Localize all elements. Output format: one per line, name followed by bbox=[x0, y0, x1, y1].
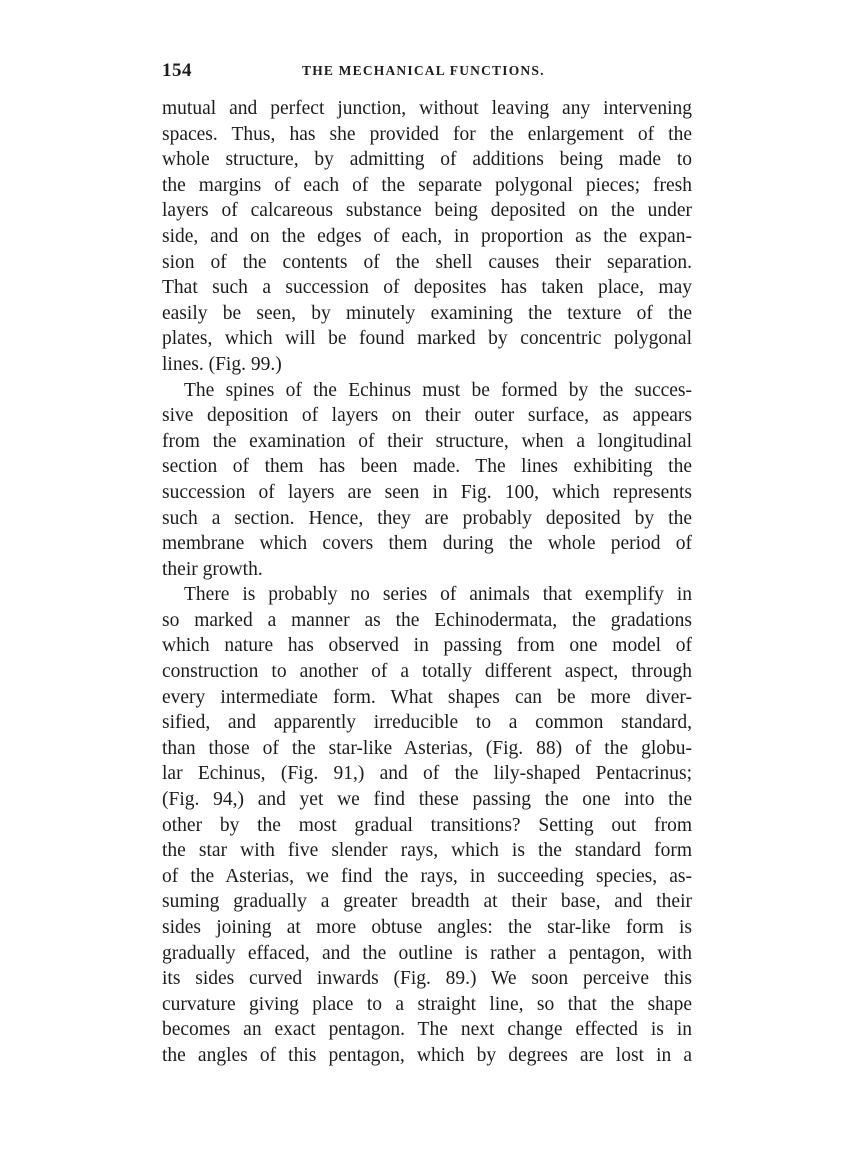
paragraph-3 bbox=[162, 582, 692, 1068]
text-line: sive deposition of layers on their outer surface, as appears bbox=[162, 405, 692, 427]
text-line: That such a succession of deposites has taken place, may bbox=[162, 277, 692, 299]
body-text bbox=[162, 96, 692, 1069]
text-line: becomes an exact pentagon. The next change effected is in bbox=[162, 1019, 692, 1041]
text-line: the angles of this pentagon, which by degrees are lost in a bbox=[162, 1044, 692, 1066]
text-line: the margins of each of the separate polygonal pieces; fresh bbox=[162, 174, 692, 196]
text-line: such a section. Hence, they are probably deposited by the bbox=[162, 507, 692, 529]
text-line: lines. (Fig. 99.) bbox=[162, 353, 282, 375]
text-line: whole structure, by admitting of additions being made to bbox=[162, 149, 692, 171]
text-line: construction to another of a totally different aspect, through bbox=[162, 661, 692, 683]
text-line: (Fig. 94,) and yet we find these passing the one into the bbox=[162, 789, 692, 811]
text-line: curvature giving place to a straight line, so that the shape bbox=[162, 993, 692, 1015]
text-line: other by the most gradual transitions? Setting out from bbox=[162, 814, 692, 836]
text-line: from the examination of their structure, when a longitudinal bbox=[162, 430, 692, 452]
text-line: lar Echinus, (Fig. 91,) and of the lily-shaped Pentacrinus; bbox=[162, 763, 692, 785]
text-line: membrane which covers them during the whole period of bbox=[162, 533, 692, 555]
text-line: section of them has been made. The lines exhibiting the bbox=[162, 456, 692, 478]
text-line: side, and on the edges of each, in proportion as the expan- bbox=[162, 225, 692, 247]
page-number: 154 bbox=[162, 60, 192, 81]
text-line: every intermediate form. What shapes can be more diver- bbox=[162, 686, 692, 708]
text-line: their growth. bbox=[162, 558, 263, 580]
text-line: layers of calcareous substance being deposited on the under bbox=[162, 200, 692, 222]
text-line: which nature has observed in passing from one model of bbox=[162, 635, 692, 657]
text-line: its sides curved inwards (Fig. 89.) We soon perceive this bbox=[162, 968, 692, 990]
text-line: gradually effaced, and the outline is rather a pentagon, with bbox=[162, 942, 692, 964]
text-line: plates, which will be found marked by concentric polygonal bbox=[162, 328, 692, 350]
paragraph-1 bbox=[162, 96, 692, 378]
text-line: The spines of the Echinus must be formed by the succes- bbox=[184, 379, 692, 401]
running-head: THE MECHANICAL FUNCTIONS. bbox=[302, 63, 545, 78]
text-line: sified, and apparently irreducible to a common standard, bbox=[162, 712, 692, 734]
text-line: so marked a manner as the Echinodermata, the gradations bbox=[162, 609, 692, 631]
text-line: spaces. Thus, has she provided for the enlargement of the bbox=[162, 123, 692, 145]
text-line: than those of the star-like Asterias, (Fig. 88) of the globu- bbox=[162, 737, 692, 759]
page-header bbox=[162, 60, 692, 90]
text-line: sion of the contents of the shell causes their separation. bbox=[162, 251, 692, 273]
text-line: easily be seen, by minutely examining the texture of the bbox=[162, 302, 692, 324]
text-line: mutual and perfect junction, without leaving any intervening bbox=[162, 98, 692, 119]
text-line: There is probably no series of animals that exemplify in bbox=[184, 584, 692, 606]
text-line: the star with five slender rays, which is the standard form bbox=[162, 840, 692, 862]
text-line: sides joining at more obtuse angles: the star-like form is bbox=[162, 917, 692, 938]
text-line: of the Asterias, we find the rays, in succeeding species, as- bbox=[162, 865, 692, 887]
paragraph-2 bbox=[162, 378, 692, 583]
text-line: suming gradually a greater breadth at their base, and their bbox=[162, 891, 692, 913]
text-line: succession of layers are seen in Fig. 100, which represents bbox=[162, 481, 692, 503]
